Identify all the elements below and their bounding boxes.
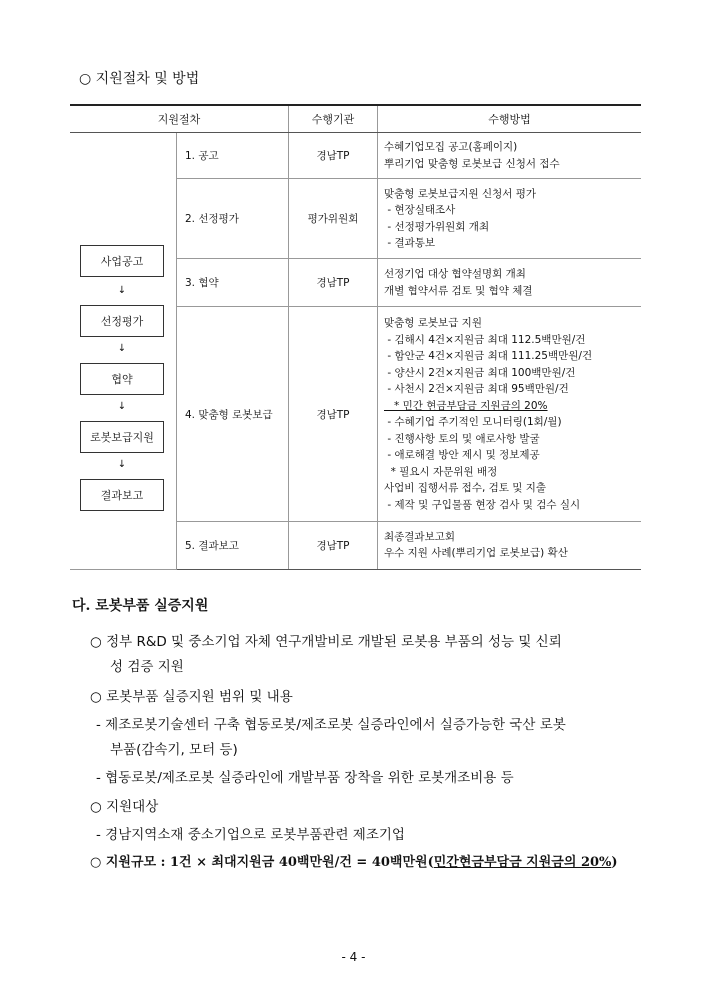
method-line: - 선정평가위원회 개최	[384, 220, 490, 233]
header-procedure: 지원절차	[70, 105, 289, 133]
method-line: - 현장실태조사	[384, 204, 456, 217]
method-line: 최종결과보고회	[384, 530, 456, 543]
table-header-row	[70, 105, 641, 133]
method-cell	[378, 521, 642, 569]
method-line: * 필요시 자문위원 배정	[384, 465, 498, 478]
paragraph-line: ○ 정부 R&D 및 중소기업 자체 연구개발비로 개발된 로봇용 부품의 성능 및 신뢰	[90, 634, 562, 650]
flow-box-report: 결과보고	[80, 479, 164, 511]
org-cell: 평가위원회	[289, 179, 378, 259]
method-line: * 민간 현금부담금 지원금의 20%	[384, 399, 548, 412]
method-line: - 제작 및 구입물품 현장 검사 및 검수 실시	[384, 498, 581, 511]
method-line: 맞춤형 로봇보급지원 신청서 평가	[384, 187, 537, 200]
support-scale-suffix: )	[611, 855, 618, 870]
flow-arrow: ↓	[117, 343, 127, 354]
flow-diagram	[70, 133, 176, 569]
section-heading: ○ 지원절차 및 방법	[79, 71, 200, 87]
paragraph-line: - 경남지역소재 중소기업으로 로봇부품관련 제조기업	[96, 827, 405, 843]
method-line: - 수혜기업 주기적인 모니터링(1회/월)	[384, 416, 562, 429]
support-scale-underlined: 민간현금부담금 지원금의 20%	[433, 855, 612, 870]
org-cell: 경남TP	[289, 259, 378, 307]
flow-box-robot-supply: 로봇보급지원	[80, 421, 164, 453]
flow-arrow: ↓	[117, 401, 127, 412]
method-line: - 사천시 2건×지원금 최대 95백만원/건	[384, 383, 569, 396]
section-d-title: 다. 로봇부품 실증지원	[72, 598, 209, 614]
page-number: - 4 -	[341, 950, 366, 964]
method-line: 맞춤형 로봇보급 지원	[384, 317, 482, 330]
step-cell: 1. 공고	[177, 133, 289, 179]
flow-arrow: ↓	[117, 459, 127, 470]
support-scale-text: ○ 지원규모 : 1건 × 최대지원금 40백만원/건 = 40백만원(	[90, 855, 434, 870]
table-row	[70, 133, 641, 179]
org-cell: 경남TP	[289, 133, 378, 179]
method-line: - 애로해결 방안 제시 및 정보제공	[384, 449, 540, 462]
method-line: 사업비 집행서류 접수, 검토 및 지출	[384, 482, 547, 495]
org-cell: 경남TP	[289, 307, 378, 521]
support-scale-line	[90, 851, 618, 870]
header-method: 수행방법	[378, 105, 642, 133]
method-line: 수혜기업모집 공고(홈페이지)	[384, 141, 518, 154]
org-cell: 경남TP	[289, 521, 378, 569]
method-line: 뿌리기업 맞춤형 로봇보급 신청서 접수	[384, 157, 560, 170]
method-line: - 진행사항 토의 및 애로사항 발굴	[384, 432, 540, 445]
step-cell: 2. 선정평가	[177, 179, 289, 259]
method-line: 개별 협약서류 검토 및 협약 체결	[384, 284, 533, 297]
method-line: 우수 지원 사례(뿌리기업 로봇보급) 확산	[384, 547, 568, 560]
paragraph-line: - 협동로봇/제조로봇 실증라인에 개발부품 장착을 위한 로봇개조비용 등	[96, 770, 514, 786]
method-line: 선정기업 대상 협약설명회 개최	[384, 268, 526, 281]
procedure-table	[70, 104, 641, 570]
method-cell	[378, 307, 642, 521]
flow-column	[70, 133, 177, 570]
method-cell	[378, 259, 642, 307]
step-cell: 3. 협약	[177, 259, 289, 307]
flow-box-agreement: 협약	[80, 363, 164, 395]
step-cell: 5. 결과보고	[177, 521, 289, 569]
step-cell: 4. 맞춤형 로봇보급	[177, 307, 289, 521]
method-line: - 김해시 4건×지원금 최대 112.5백만원/건	[384, 333, 586, 346]
method-line: - 양산시 2건×지원금 최대 100백만원/건	[384, 366, 576, 379]
paragraph-line: ○ 지원대상	[90, 799, 159, 815]
paragraph-line: 성 검증 지원	[110, 659, 184, 675]
paragraph-line: 부품(감속기, 모터 등)	[110, 742, 238, 758]
method-line: - 결과통보	[384, 237, 436, 250]
method-cell	[378, 179, 642, 259]
method-line: - 함안군 4건×지원금 최대 111.25백만원/건	[384, 350, 593, 363]
flow-box-evaluation: 선정평가	[80, 305, 164, 337]
paragraph-line: - 제조로봇기술센터 구축 협동로봇/제조로봇 실증라인에서 실증가능한 국산 로봇	[96, 717, 566, 733]
paragraph-line: ○ 로봇부품 실증지원 범위 및 내용	[90, 689, 293, 705]
header-organization: 수행기관	[289, 105, 378, 133]
method-cell	[378, 133, 642, 179]
flow-arrow: ↓	[117, 285, 127, 296]
flow-box-announcement: 사업공고	[80, 245, 164, 277]
